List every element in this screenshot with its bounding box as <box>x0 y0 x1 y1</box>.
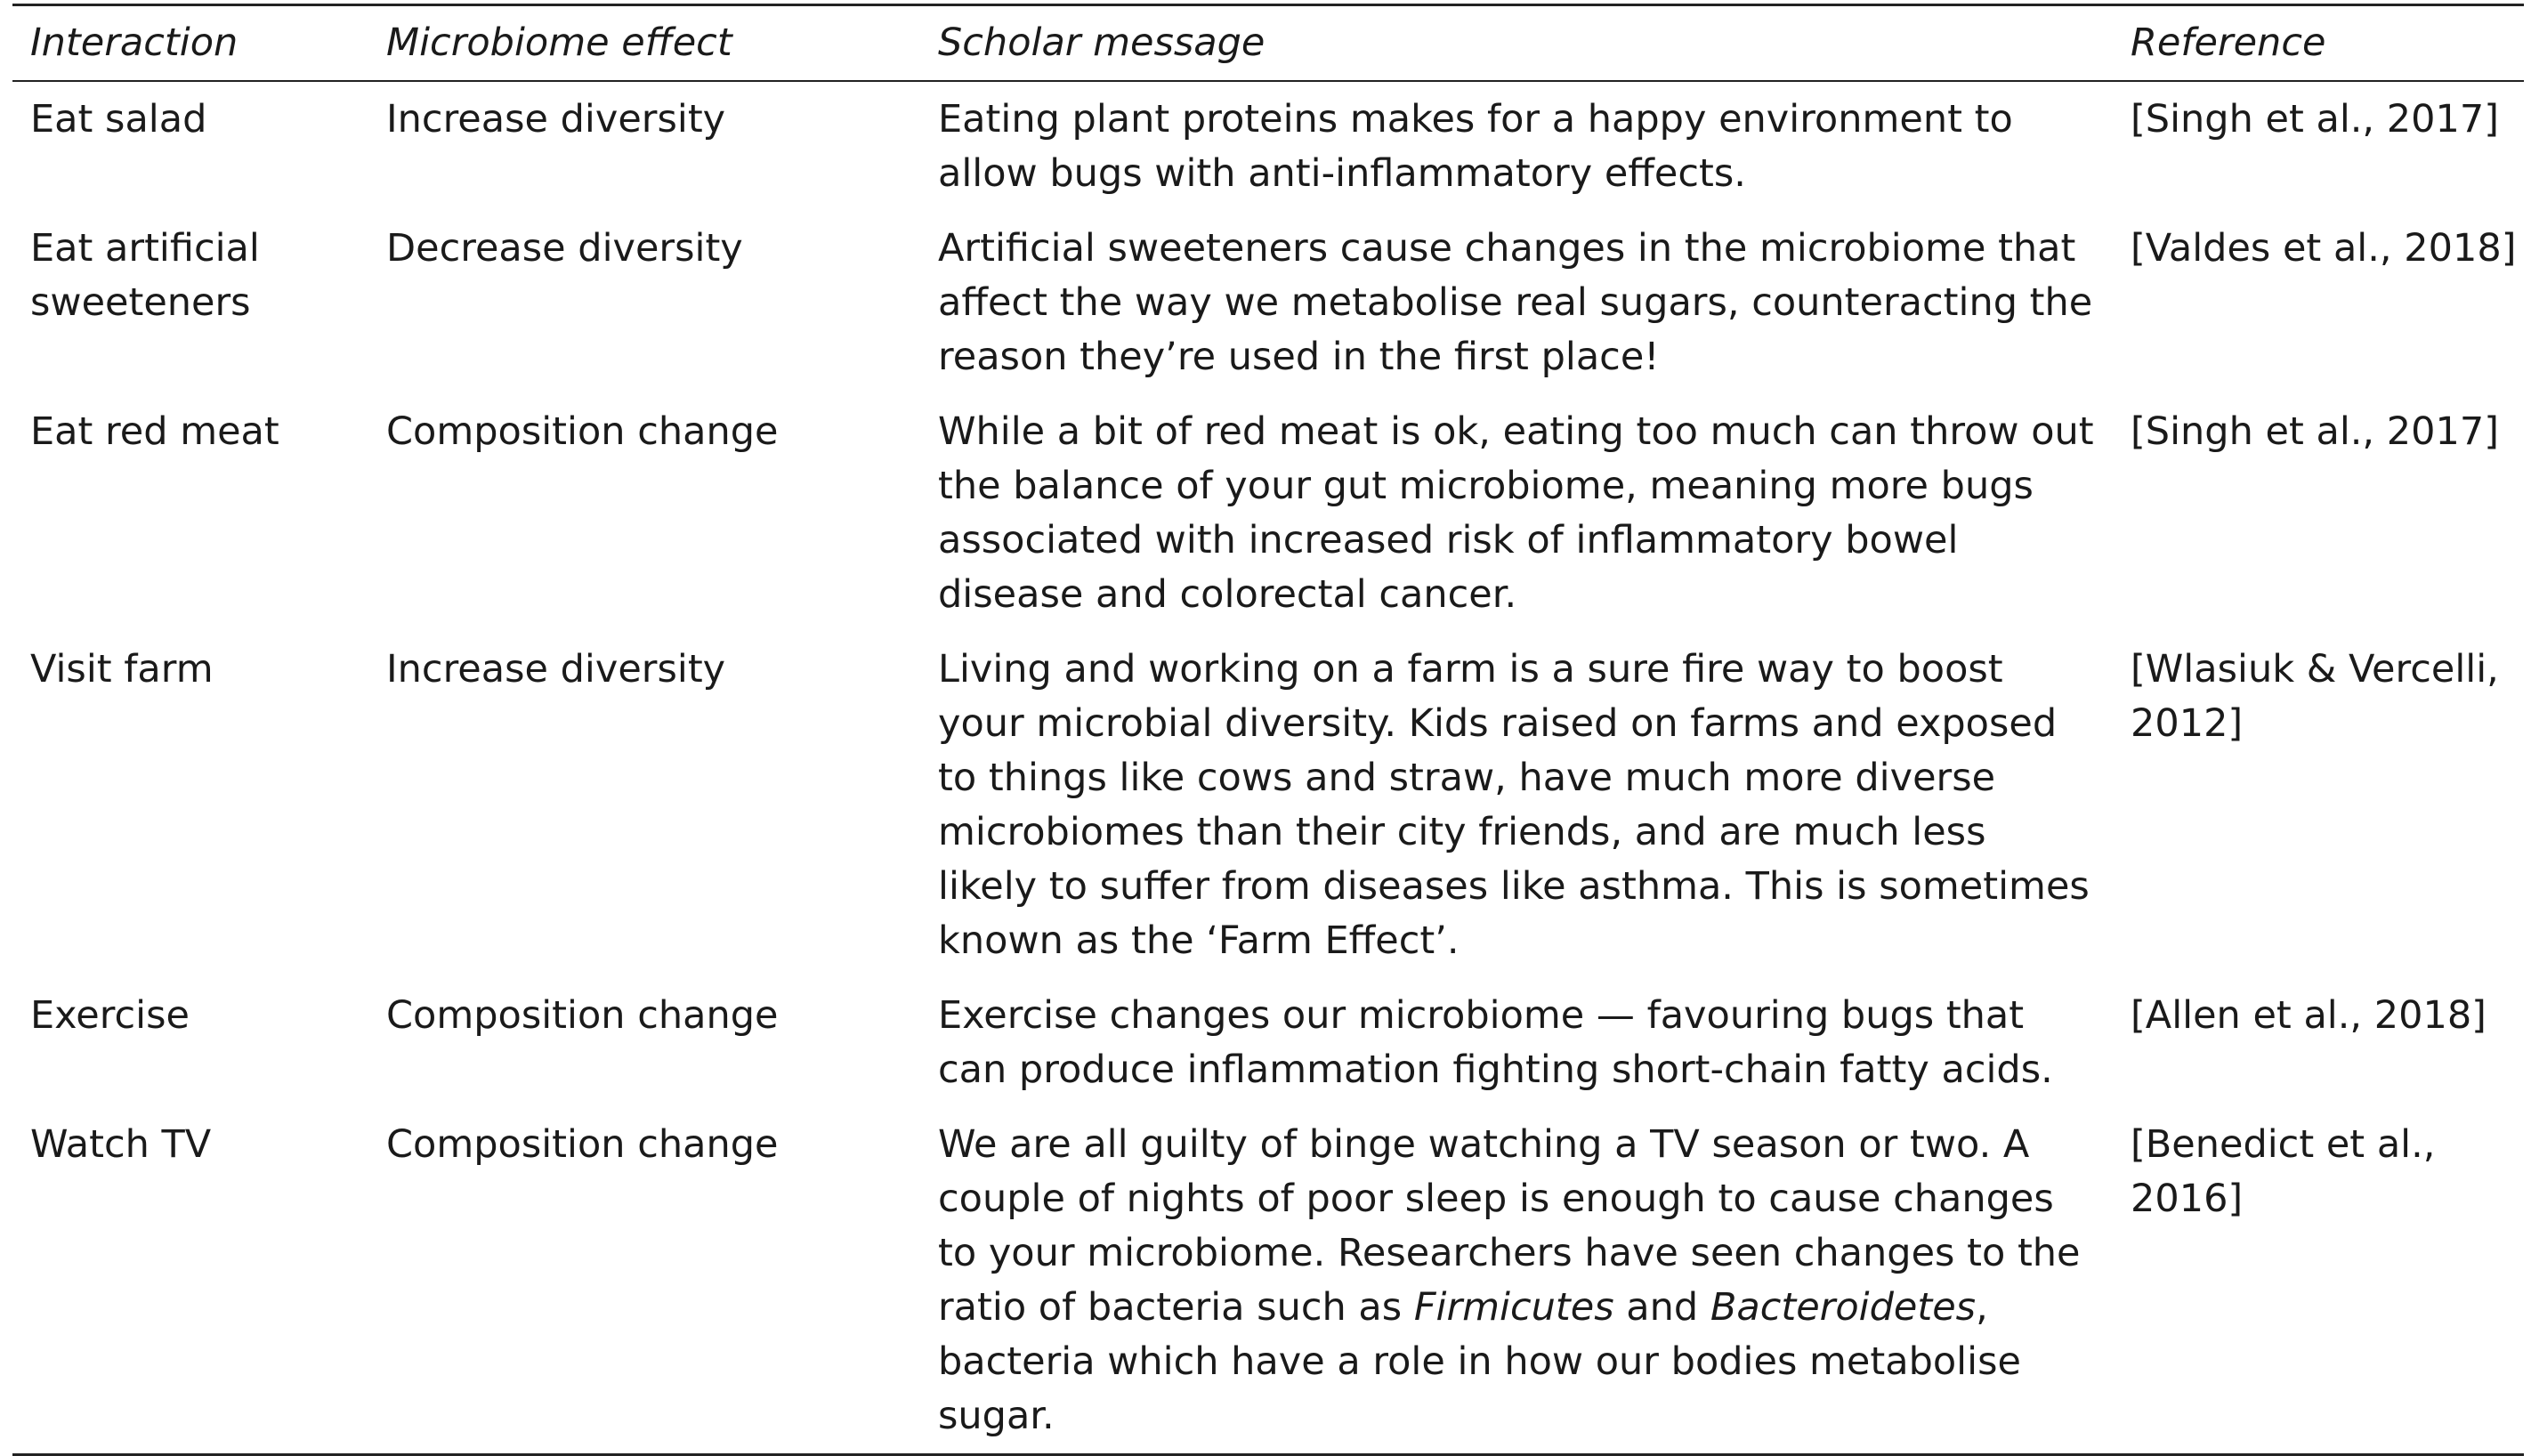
cell-interaction: Watch TV <box>30 1122 212 1167</box>
cell-message: Artificial sweeteners cause changes in the microbiome that affect the way we metabolise real sugars, counteracting the reason they’re used in the first place! <box>938 226 2105 379</box>
cell-interaction: Exercise <box>30 993 190 1038</box>
cell-message: Eating plant proteins makes for a happy environment to allow bugs with anti-inflammatory effects. <box>938 97 2026 196</box>
table-row <box>12 632 2524 978</box>
cell-reference: [Singh et al., 2017] <box>2131 409 2499 454</box>
table-row <box>12 81 2524 211</box>
message-text: and <box>1613 1285 1710 1330</box>
cell-effect: Composition change <box>386 409 779 454</box>
header-microbiome-effect: Microbiome effect <box>386 20 732 65</box>
cell-interaction: Eat artificial sweeteners <box>30 226 272 325</box>
cell-interaction: Visit farm <box>30 647 214 692</box>
cell-interaction: Eat salad <box>30 97 207 142</box>
cell-interaction: Eat red meat <box>30 409 279 454</box>
table-row <box>12 211 2524 394</box>
cell-reference: [Singh et al., 2017] <box>2131 97 2499 142</box>
cell-reference: [Valdes et al., 2018] <box>2131 226 2517 271</box>
cell-effect: Composition change <box>386 1122 779 1167</box>
cell-reference: [Benedict et al., 2016] <box>2131 1122 2448 1221</box>
cell-message: Living and working on a farm is a sure fire way to boost your microbial diversity. Kids raised on farms and exposed to things like cows and straw, have much more diverse microbiomes than their city friends, and are much less likely to suffer from diseases like asthma. This is sometimes known as the ‘Farm Effect’. <box>938 647 2102 963</box>
taxon-name: Bacteroidetes <box>1710 1285 1977 1330</box>
header-reference: Reference <box>2131 20 2326 65</box>
message-text: We are all guilty of binge watching a TV season or two. A couple of nights of poor sleep is enough to cause changes to your microbiome. Researchers have seen changes to the ratio of bacteria such as <box>938 1122 2093 1330</box>
cell-reference: [Wlasiuk & Vercelli, 2012] <box>2131 647 2511 746</box>
cell-reference: [Allen et al., 2018] <box>2131 993 2487 1038</box>
table-row <box>12 394 2524 632</box>
table-header-row <box>12 5 2524 82</box>
cell-message: While a bit of red meat is ok, eating too much can throw out the balance of your gut microbiome, meaning more bugs associated with increased risk of inflammatory bowel disease and colorectal cancer. <box>938 409 2106 617</box>
microbiome-interactions-table <box>12 4 2524 1456</box>
table-row <box>12 978 2524 1107</box>
cell-effect: Decrease diversity <box>386 226 743 271</box>
table-container <box>12 4 2524 1456</box>
cell-effect: Composition change <box>386 993 779 1038</box>
cell-effect: Increase diversity <box>386 97 726 142</box>
cell-effect: Increase diversity <box>386 647 726 692</box>
header-scholar-message: Scholar message <box>938 20 1266 65</box>
cell-message: Exercise changes our microbiome — favouring bugs that can produce inflammation fighting short-chain fatty acids. <box>938 993 2053 1092</box>
taxon-name: Firmicutes <box>1413 1285 1614 1330</box>
header-interaction: Interaction <box>30 20 239 65</box>
message-text: , bacteria which have a role in how our bodies metabolise sugar. <box>938 1285 2034 1438</box>
table-row <box>12 1107 2524 1455</box>
cell-message <box>920 1107 2113 1455</box>
